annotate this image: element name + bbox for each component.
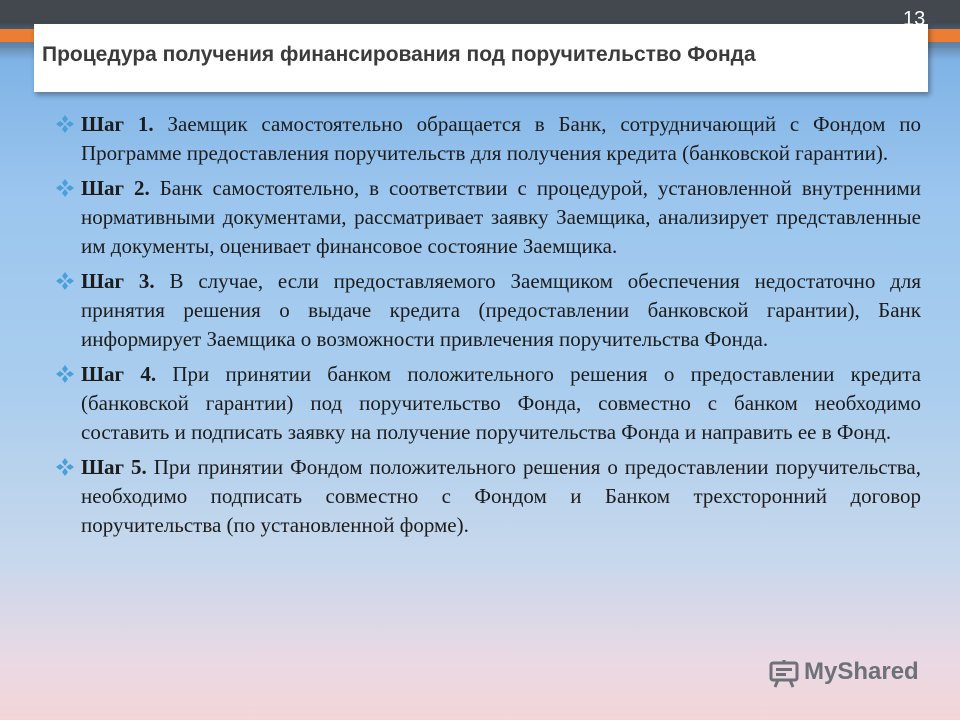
slide-number: 13 — [903, 8, 926, 30]
step-paragraph — [81, 110, 921, 168]
step-paragraph — [81, 360, 921, 447]
list-item — [55, 267, 921, 354]
slide-title: Процедура получения финансирования под поручительство Фонда — [42, 43, 756, 66]
diamond-bullet-icon — [55, 271, 75, 291]
list-item — [55, 453, 921, 540]
step-label: Шаг 5. — [81, 455, 147, 479]
step-label: Шаг 1. — [81, 112, 154, 136]
step-paragraph — [81, 174, 921, 261]
watermark — [768, 655, 928, 695]
list-item — [55, 360, 921, 447]
step-label: Шаг 4. — [81, 362, 157, 386]
step-description: Заемщик самостоятельно обращается в Банк, сотрудничающий с Фондом по Программе предоставления поручительств для получения кредита (банковской гарантии). — [81, 112, 921, 165]
top-dark-strip — [0, 0, 960, 22]
steps-list — [55, 110, 921, 546]
step-paragraph — [81, 267, 921, 354]
diamond-bullet-icon — [55, 114, 75, 134]
step-description: При принятии банком положительного решения о предоставлении кредита (банковской гарантии) под поручительство Фонда, совместно с банком необходимо составить и подписать заявку на получение поручительства Фонда и направить ее в Фонд. — [81, 362, 921, 444]
step-paragraph — [81, 453, 921, 540]
step-label: Шаг 3. — [81, 269, 155, 293]
list-item — [55, 174, 921, 261]
diamond-bullet-icon — [55, 457, 75, 477]
watermark-text: MyShared — [804, 658, 919, 685]
step-description: В случае, если предоставляемого Заемщиком обеспечения недостаточно для принятия решения о выдаче кредита (предоставлении банковской гарантии), Банк информирует Заемщика о возможности привлечения поручительства Фонда. — [81, 269, 921, 351]
presentation-board-icon — [768, 659, 800, 689]
step-description: Банк самостоятельно, в соответствии с процедурой, установленной внутренними нормативными документами, рассматривает заявку Заемщика, анализирует представленные им документы, оценивает финансовое состояние Заемщика. — [81, 176, 921, 258]
step-description: При принятии Фондом положительного решения о предоставлении поручительства, необходимо подписать совместно с Фондом и Банком трехсторонний договор поручительства (по установленной форме). — [81, 455, 921, 537]
diamond-bullet-icon — [55, 178, 75, 198]
title-box — [34, 24, 928, 92]
step-label: Шаг 2. — [81, 176, 150, 200]
list-item — [55, 110, 921, 168]
diamond-bullet-icon — [55, 364, 75, 384]
